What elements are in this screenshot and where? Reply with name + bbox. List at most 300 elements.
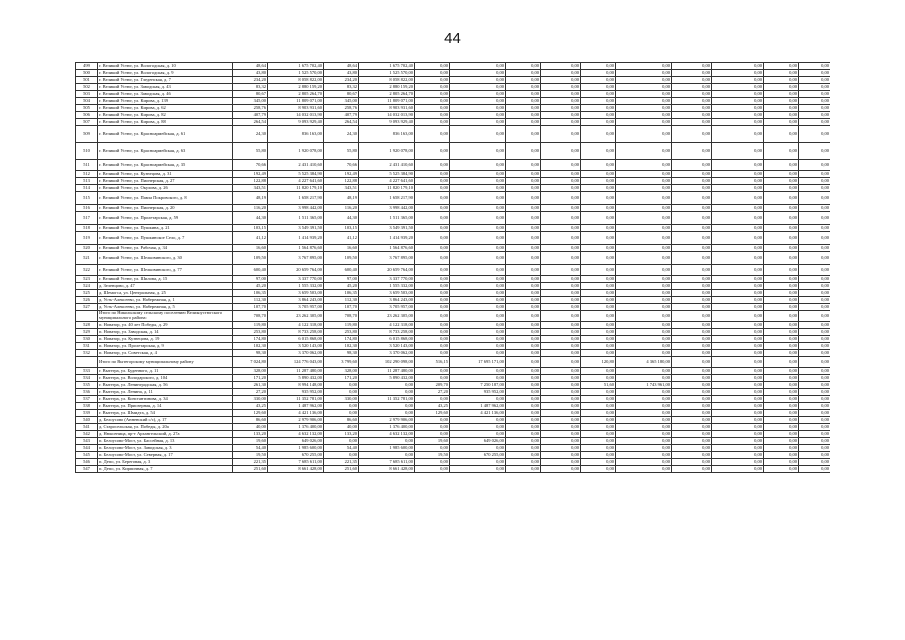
table-cell-area2: 45,20 xyxy=(324,283,359,290)
table-container xyxy=(75,62,830,632)
table-cell-v10: 0,00 xyxy=(799,403,831,410)
table-cell-v9: 0,00 xyxy=(764,424,799,431)
table-cell-v1: 0,00 xyxy=(415,70,450,77)
table-cell-cost2: 3 370 062,00 xyxy=(359,350,415,357)
table-cell-cost2: 11 809 071,00 xyxy=(359,98,415,105)
table-cell-v9: 0,00 xyxy=(764,70,799,77)
table-cell-v7: 0,00 xyxy=(672,143,712,160)
table-cell-v8: 0,00 xyxy=(712,375,764,382)
table-cell-v10: 0,00 xyxy=(799,91,831,98)
table-cell-v1: 0,00 xyxy=(415,336,450,343)
table-cell-area2: 330,00 xyxy=(324,396,359,403)
table-cell-v9: 0,00 xyxy=(764,336,799,343)
table-cell-id: 513 xyxy=(76,178,98,185)
table-cell-v8: 0,00 xyxy=(712,245,764,252)
table-cell-v4: 0,00 xyxy=(541,304,581,311)
table-cell-address: г. Вытегра, ул. Приозерная, д. 14 xyxy=(98,403,233,410)
table-cell-v10: 0,00 xyxy=(799,160,831,171)
table-cell-v9: 0,00 xyxy=(764,143,799,160)
table-cell-v6: 0,00 xyxy=(616,452,672,459)
table-cell-id: 517 xyxy=(76,212,98,225)
table-cell-v2: 0,00 xyxy=(450,119,506,126)
table-cell-v1: 19,50 xyxy=(415,452,450,459)
table-cell-v10: 0,00 xyxy=(799,438,831,445)
table-cell-v9: 0,00 xyxy=(764,105,799,112)
table-cell-area2: 174,80 xyxy=(324,336,359,343)
table-cell-v1: 0,00 xyxy=(415,63,450,70)
table-cell-v6: 0,00 xyxy=(616,112,672,119)
table-cell-v5: 0,00 xyxy=(581,178,616,185)
table-cell-v1: 0,00 xyxy=(415,232,450,245)
table-cell-v1: 0,00 xyxy=(415,396,450,403)
table-cell-v10: 0,00 xyxy=(799,424,831,431)
table-cell-v3: 0,00 xyxy=(506,452,541,459)
table-cell-v5: 0,00 xyxy=(581,143,616,160)
table-cell-area: 345,00 xyxy=(233,98,268,105)
table-cell-v10: 0,00 xyxy=(799,466,831,473)
table-cell-v2: 0,00 xyxy=(450,424,506,431)
table-cell-v3: 0,00 xyxy=(506,63,541,70)
table-cell-v2: 0,00 xyxy=(450,290,506,297)
table-cell-v10: 0,00 xyxy=(799,143,831,160)
table-cell-v4: 0,00 xyxy=(541,276,581,283)
table-cell-v3: 0,00 xyxy=(506,445,541,452)
table-cell-cost: 8 994 148,00 xyxy=(268,382,324,389)
table-cell-area: 41,12 xyxy=(233,232,268,245)
table-cell-cost2: 3 998 442,00 xyxy=(359,205,415,212)
table-cell-v4: 0,00 xyxy=(541,438,581,445)
table-cell-cost2: 836 163,00 xyxy=(359,126,415,143)
table-cell-id: 536 xyxy=(76,389,98,396)
table-cell-v3: 0,00 xyxy=(506,459,541,466)
table-cell-address: д. Старосельская, ул. Победы, д. 20а xyxy=(98,424,233,431)
table-cell-v8: 0,00 xyxy=(712,396,764,403)
table-cell-v2: 0,00 xyxy=(450,417,506,424)
table-cell-v2: 17 695 171,00 xyxy=(450,357,506,368)
table-cell-v7: 0,00 xyxy=(672,225,712,232)
table-cell-id: 541 xyxy=(76,424,98,431)
table-cell-v9: 0,00 xyxy=(764,459,799,466)
table-cell-v4: 0,00 xyxy=(541,119,581,126)
table-cell-area2: 0,00 xyxy=(324,410,359,417)
table-cell-v8: 0,00 xyxy=(712,126,764,143)
table-cell-v2: 1 487 962,00 xyxy=(450,403,506,410)
table-cell-v3: 0,00 xyxy=(506,143,541,160)
table-row xyxy=(76,417,831,424)
table-cell-cost: 5 525 384,90 xyxy=(268,171,324,178)
table-cell-v7: 0,00 xyxy=(672,417,712,424)
table-cell-address: п. Белоусово-Мост, ул. Бассейная, д. 13 xyxy=(98,438,233,445)
table-cell-area: 103,15 xyxy=(233,225,268,232)
table-cell-address: г. Великий Устюг, ул. Красноармейская, д. 35 xyxy=(98,160,233,171)
table-cell-v10: 0,00 xyxy=(799,126,831,143)
table-cell-v4: 0,00 xyxy=(541,252,581,265)
table-cell-v9: 0,00 xyxy=(764,112,799,119)
table-cell-v9: 0,00 xyxy=(764,368,799,375)
table-cell-v8: 0,00 xyxy=(712,185,764,192)
table-cell-v10: 0,00 xyxy=(799,98,831,105)
table-cell-v2: 0,00 xyxy=(450,105,506,112)
table-cell-v7: 0,00 xyxy=(672,336,712,343)
table-cell-v8: 0,00 xyxy=(712,171,764,178)
table-cell-v1: 129,60 xyxy=(415,410,450,417)
table-cell-cost2: 8 733 258,00 xyxy=(359,329,415,336)
table-cell-v5: 0,00 xyxy=(581,304,616,311)
table-cell-id: 540 xyxy=(76,417,98,424)
table-cell-v3: 0,00 xyxy=(506,126,541,143)
table-cell-area2: 24,30 xyxy=(324,126,359,143)
table-row xyxy=(76,192,831,205)
table-cell-v8: 0,00 xyxy=(712,225,764,232)
table-cell-v3: 0,00 xyxy=(506,389,541,396)
table-cell-cost: 9 093 929,40 xyxy=(268,119,324,126)
table-cell-id: 511 xyxy=(76,160,98,171)
table-cell-v2: 0,00 xyxy=(450,205,506,212)
table-cell-area: 48,19 xyxy=(233,192,268,205)
table-cell-area: 116,20 xyxy=(233,205,268,212)
table-cell-area2: 43,80 xyxy=(324,70,359,77)
table-cell-v10: 0,00 xyxy=(799,205,831,212)
table-cell-v7: 0,00 xyxy=(672,276,712,283)
table-cell-v3: 0,00 xyxy=(506,70,541,77)
table-cell-v7: 0,00 xyxy=(672,77,712,84)
table-cell-cost: 3 549 391,50 xyxy=(268,225,324,232)
table-row xyxy=(76,438,831,445)
table-cell-area: 19,50 xyxy=(233,452,268,459)
table-cell-v1: 0,00 xyxy=(415,126,450,143)
table-cell-v7: 0,00 xyxy=(672,160,712,171)
table-cell-area: 407,79 xyxy=(233,112,268,119)
table-cell-area: 708,70 xyxy=(233,311,268,322)
table-cell-v2: 0,00 xyxy=(450,396,506,403)
table-cell-address: г. Великий Устюг, ул. Вологодская, д. 10 xyxy=(98,63,233,70)
table-cell-v7: 0,00 xyxy=(672,424,712,431)
table-cell-v7: 0,00 xyxy=(672,382,712,389)
table-cell-v5: 0,00 xyxy=(581,119,616,126)
table-cell-v3: 0,00 xyxy=(506,368,541,375)
table-cell-v9: 0,00 xyxy=(764,410,799,417)
table-cell-v10: 0,00 xyxy=(799,297,831,304)
table-cell-address: Итого по Вытегорскому муниципальному району xyxy=(98,357,233,368)
table-row xyxy=(76,84,831,91)
table-cell-cost2: 3 549 391,50 xyxy=(359,225,415,232)
table-cell-id: 547 xyxy=(76,466,98,473)
table-cell-v2: 0,00 xyxy=(450,225,506,232)
table-cell-v8: 0,00 xyxy=(712,368,764,375)
table-cell-v10: 0,00 xyxy=(799,382,831,389)
table-cell-v6: 0,00 xyxy=(616,205,672,212)
table-cell-v5: 0,00 xyxy=(581,297,616,304)
table-cell-v6: 0,00 xyxy=(616,70,672,77)
table-cell-v6: 0,00 xyxy=(616,438,672,445)
table-row xyxy=(76,357,831,368)
table-cell-v6: 0,00 xyxy=(616,466,672,473)
table-cell-area: 107,70 xyxy=(233,304,268,311)
table-cell-v7: 0,00 xyxy=(672,70,712,77)
table-cell-v3: 0,00 xyxy=(506,431,541,438)
table-cell-v3: 0,00 xyxy=(506,304,541,311)
table-cell-address: г. Великий Устюг, ул. Красноармейская, д. 61 xyxy=(98,126,233,143)
table-row xyxy=(76,98,831,105)
table-cell-v8: 0,00 xyxy=(712,350,764,357)
table-cell-cost2: 0,00 xyxy=(359,438,415,445)
table-cell-id: 507 xyxy=(76,119,98,126)
table-cell-v1: 0,00 xyxy=(415,311,450,322)
table-cell-area: 264,54 xyxy=(233,119,268,126)
table-cell-v5: 0,00 xyxy=(581,192,616,205)
table-cell-v8: 0,00 xyxy=(712,70,764,77)
table-cell-v5: 0,00 xyxy=(581,410,616,417)
table-row xyxy=(76,466,831,473)
table-cell-v3: 0,00 xyxy=(506,77,541,84)
table-cell-v1: 19,60 xyxy=(415,438,450,445)
table-cell-address: п. Новатор, ул. Заводская, д. 14 xyxy=(98,329,233,336)
table-cell-v8: 0,00 xyxy=(712,252,764,265)
table-cell-v2: 0,00 xyxy=(450,232,506,245)
table-cell-v10: 0,00 xyxy=(799,350,831,357)
table-cell-v1: 0,00 xyxy=(415,459,450,466)
table-cell-cost: 3 370 062,00 xyxy=(268,350,324,357)
table-cell-id: 521 xyxy=(76,252,98,265)
table-cell-v6: 0,00 xyxy=(616,63,672,70)
table-cell-address: д. Белоусово (Анненский с/с), д. 17 xyxy=(98,417,233,424)
table-cell-area2: 80,67 xyxy=(324,91,359,98)
table-cell-v3: 0,00 xyxy=(506,225,541,232)
table-cell-v1: 43,25 xyxy=(415,403,450,410)
table-cell-v9: 0,00 xyxy=(764,445,799,452)
table-cell-v10: 0,00 xyxy=(799,357,831,368)
table-cell-v8: 0,00 xyxy=(712,297,764,304)
table-cell-v10: 0,00 xyxy=(799,185,831,192)
table-cell-id: 545 xyxy=(76,452,98,459)
table-cell-v10: 0,00 xyxy=(799,283,831,290)
table-cell-id: 503 xyxy=(76,91,98,98)
table-cell-area: 55,80 xyxy=(233,143,268,160)
table-cell-v8: 0,00 xyxy=(712,119,764,126)
table-cell-v8: 0,00 xyxy=(712,205,764,212)
table-cell-area2: 258,76 xyxy=(324,105,359,112)
table-cell-id: 514 xyxy=(76,185,98,192)
table-cell-cost: 20 659 764,00 xyxy=(268,265,324,276)
table-cell-area: 24,30 xyxy=(233,126,268,143)
table-cell-v6: 0,00 xyxy=(616,396,672,403)
table-cell-cost2: 2 979 906,00 xyxy=(359,417,415,424)
table-cell-cost2: 0,00 xyxy=(359,382,415,389)
table-cell-cost2: 2 805 264,70 xyxy=(359,91,415,98)
table-cell-area: 98,30 xyxy=(233,350,268,357)
table-cell-area: 48,64 xyxy=(233,63,268,70)
table-cell-v8: 0,00 xyxy=(712,329,764,336)
table-row xyxy=(76,63,831,70)
table-cell-cost2: 3 520 143,00 xyxy=(359,343,415,350)
table-cell-v2: 0,00 xyxy=(450,252,506,265)
table-cell-v9: 0,00 xyxy=(764,382,799,389)
table-cell-v2: 0,00 xyxy=(450,112,506,119)
table-cell-v5: 0,00 xyxy=(581,126,616,143)
table-cell-area: 54,40 xyxy=(233,445,268,452)
table-cell-id: 523 xyxy=(76,276,98,283)
table-cell-v1: 0,00 xyxy=(415,98,450,105)
table-cell-area: 343,51 xyxy=(233,185,268,192)
table-cell-v10: 0,00 xyxy=(799,212,831,225)
table-cell-v6: 0,00 xyxy=(616,431,672,438)
table-cell-v2: 0,00 xyxy=(450,265,506,276)
table-cell-address: г. Великий Устюг, ул. Павла Покровского, д. 8 xyxy=(98,192,233,205)
table-cell-v10: 0,00 xyxy=(799,329,831,336)
table-cell-v1: 0,00 xyxy=(415,112,450,119)
table-cell-v6: 0,00 xyxy=(616,297,672,304)
table-cell-cost2: 102 290 098,00 xyxy=(359,357,415,368)
table-cell-area2: 109,50 xyxy=(324,252,359,265)
table-cell-v9: 0,00 xyxy=(764,98,799,105)
table-cell-v6: 0,00 xyxy=(616,304,672,311)
table-cell-v8: 0,00 xyxy=(712,311,764,322)
table-cell-v5: 0,00 xyxy=(581,452,616,459)
table-cell-v6: 0,00 xyxy=(616,105,672,112)
table-cell-cost2: 1 555 332,00 xyxy=(359,283,415,290)
table-cell-v6: 0,00 xyxy=(616,178,672,185)
table-cell-v5: 0,00 xyxy=(581,329,616,336)
table-cell-v2: 0,00 xyxy=(450,283,506,290)
table-cell-v1: 0,00 xyxy=(415,290,450,297)
table-cell-area2: 234,20 xyxy=(324,77,359,84)
table-cell-v4: 0,00 xyxy=(541,466,581,473)
table-cell-v5: 0,00 xyxy=(581,350,616,357)
table-cell-area: 86,60 xyxy=(233,417,268,424)
table-cell-v3: 0,00 xyxy=(506,265,541,276)
table-cell-v5: 0,00 xyxy=(581,336,616,343)
table-cell-cost2: 7 685 611,00 xyxy=(359,459,415,466)
table-cell-v5: 0,00 xyxy=(581,311,616,322)
table-cell-v4: 0,00 xyxy=(541,290,581,297)
table-cell-v7: 0,00 xyxy=(672,343,712,350)
table-cell-v6: 0,00 xyxy=(616,232,672,245)
table-cell-v2: 0,00 xyxy=(450,431,506,438)
table-cell-v5: 0,00 xyxy=(581,63,616,70)
table-cell-address: г. Великий Устюг, ул. Красноармейская, д. 63 xyxy=(98,143,233,160)
table-cell-v10: 0,00 xyxy=(799,431,831,438)
table-cell-v1: 0,00 xyxy=(415,431,450,438)
table-cell-v6: 0,00 xyxy=(616,424,672,431)
table-cell-cost: 8 903 931,60 xyxy=(268,105,324,112)
table-row xyxy=(76,77,831,84)
table-cell-v7: 0,00 xyxy=(672,265,712,276)
table-cell-address: д. Усть-Алексеево, ул. Набережная, д. 5 xyxy=(98,304,233,311)
table-cell-v6: 0,00 xyxy=(616,126,672,143)
table-cell-v10: 0,00 xyxy=(799,311,831,322)
table-cell-v10: 0,00 xyxy=(799,105,831,112)
table-cell-v7: 0,00 xyxy=(672,192,712,205)
table-cell-v1: 0,00 xyxy=(415,283,450,290)
table-row xyxy=(76,311,831,322)
table-cell-v9: 0,00 xyxy=(764,350,799,357)
table-cell-v10: 0,00 xyxy=(799,389,831,396)
table-cell-cost2: 1 564 876,60 xyxy=(359,245,415,252)
table-cell-v7: 0,00 xyxy=(672,410,712,417)
table-cell-area2: 40,00 xyxy=(324,424,359,431)
table-cell-v3: 0,00 xyxy=(506,119,541,126)
table-cell-id xyxy=(76,311,98,322)
table-cell-address: п. Белоусово-Мост, ул. Заводская, д. 3 xyxy=(98,445,233,452)
table-cell-v9: 0,00 xyxy=(764,192,799,205)
table-row xyxy=(76,350,831,357)
table-cell-v8: 0,00 xyxy=(712,382,764,389)
table-cell-v2: 0,00 xyxy=(450,77,506,84)
table-cell-v1: 0,00 xyxy=(415,143,450,160)
table-cell-cost: 11 352 781,00 xyxy=(268,396,324,403)
table-cell-v8: 0,00 xyxy=(712,445,764,452)
table-cell-address: г. Вытегра, ул. Константинова, д. 34 xyxy=(98,396,233,403)
table-cell-v3: 0,00 xyxy=(506,205,541,212)
table-cell-area: 221,35 xyxy=(233,459,268,466)
table-cell-v10: 0,00 xyxy=(799,304,831,311)
table-cell-v7: 0,00 xyxy=(672,438,712,445)
table-cell-cost: 4 122 318,00 xyxy=(268,322,324,329)
table-cell-id: 525 xyxy=(76,290,98,297)
table-cell-address: д. Нюксеница, пр-т Архангельский, д. 27а xyxy=(98,431,233,438)
table-cell-v4: 0,00 xyxy=(541,77,581,84)
table-cell-v4: 0,00 xyxy=(541,91,581,98)
table-cell-v9: 0,00 xyxy=(764,375,799,382)
table-cell-v4: 0,00 xyxy=(541,160,581,171)
table-cell-v7: 0,00 xyxy=(672,297,712,304)
table-cell-cost: 4 227 641,60 xyxy=(268,178,324,185)
table-cell-v2: 0,00 xyxy=(450,445,506,452)
table-cell-v4: 0,00 xyxy=(541,396,581,403)
table-cell-v5: 0,00 xyxy=(581,290,616,297)
table-cell-v6: 0,00 xyxy=(616,245,672,252)
table-cell-v2: 0,00 xyxy=(450,276,506,283)
table-cell-v4: 0,00 xyxy=(541,431,581,438)
table-row xyxy=(76,343,831,350)
table-row xyxy=(76,382,831,389)
table-cell-area2: 106,35 xyxy=(324,290,359,297)
table-cell-id: 533 xyxy=(76,368,98,375)
table-cell-cost: 7 685 611,00 xyxy=(268,459,324,466)
table-cell-v5: 0,00 xyxy=(581,252,616,265)
table-cell-cost: 670 255,00 xyxy=(268,452,324,459)
table-cell-id: 512 xyxy=(76,171,98,178)
table-cell-v3: 0,00 xyxy=(506,424,541,431)
table-cell-v5: 0,00 xyxy=(581,403,616,410)
table-cell-v8: 0,00 xyxy=(712,343,764,350)
table-cell-address: г. Великий Устюг, ул. Пионерская, д. 20 xyxy=(98,205,233,212)
table-cell-v7: 0,00 xyxy=(672,357,712,368)
table-cell-area: 43,80 xyxy=(233,70,268,77)
table-cell-cost2: 3 767 895,00 xyxy=(359,252,415,265)
table-cell-v2: 0,00 xyxy=(450,459,506,466)
table-cell-id: 519 xyxy=(76,232,98,245)
table-row xyxy=(76,160,831,171)
table-row xyxy=(76,178,831,185)
table-cell-v6: 0,00 xyxy=(616,410,672,417)
table-cell-v7: 0,00 xyxy=(672,126,712,143)
table-cell-v1: 0,00 xyxy=(415,445,450,452)
table-cell-v7: 0,00 xyxy=(672,403,712,410)
table-cell-v4: 0,00 xyxy=(541,143,581,160)
table-cell-cost2: 0,00 xyxy=(359,389,415,396)
table-cell-address: п. Новатор, ул. 40 лет Победы, д. 29 xyxy=(98,322,233,329)
table-cell-id: 529 xyxy=(76,329,98,336)
table-cell-cost: 5 890 432,00 xyxy=(268,375,324,382)
table-cell-v2: 0,00 xyxy=(450,171,506,178)
table-cell-v7: 0,00 xyxy=(672,112,712,119)
table-cell-address: д. Усть-Алексеево, ул. Набережная, д. 1 xyxy=(98,297,233,304)
table-row xyxy=(76,431,831,438)
table-cell-cost: 1 555 332,00 xyxy=(268,283,324,290)
table-cell-v4: 0,00 xyxy=(541,171,581,178)
table-cell-v10: 0,00 xyxy=(799,445,831,452)
